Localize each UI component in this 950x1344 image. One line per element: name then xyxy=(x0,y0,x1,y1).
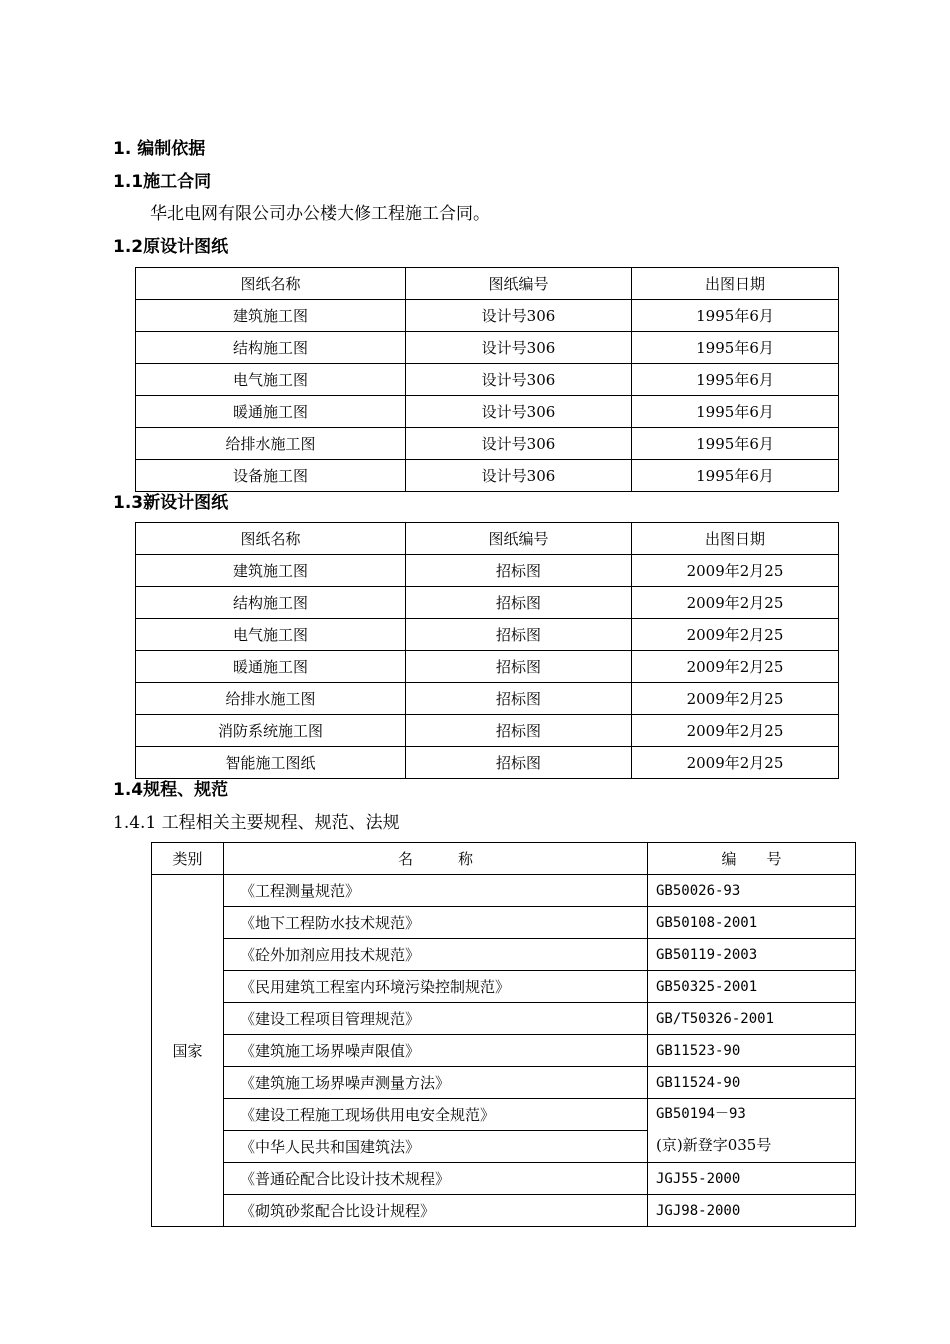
header-cell: 图纸编号 xyxy=(406,523,632,555)
table-cell: 设计号306 xyxy=(406,300,632,332)
new-drawings-table xyxy=(135,522,839,779)
regulation-name: 《工程测量规范》 xyxy=(224,875,648,907)
table-header-row xyxy=(136,523,839,555)
category-cell: 国家 xyxy=(152,875,224,1227)
table-row xyxy=(136,619,839,651)
table-row xyxy=(136,364,839,396)
table-row xyxy=(136,715,839,747)
table-row xyxy=(136,747,839,779)
table-cell: 建筑施工图 xyxy=(136,555,406,587)
table-row xyxy=(152,875,856,907)
table-header-row xyxy=(136,268,839,300)
table-cell: 智能施工图纸 xyxy=(136,747,406,779)
header-cell: 出图日期 xyxy=(632,268,839,300)
table-cell: 招标图 xyxy=(406,587,632,619)
header-cell: 图纸名称 xyxy=(136,268,406,300)
table-cell: 招标图 xyxy=(406,619,632,651)
regulation-code: GB50119-2003 xyxy=(648,939,856,971)
regulation-code: JGJ98-2000 xyxy=(648,1195,856,1227)
table-row xyxy=(152,1003,856,1035)
regulation-code: GB11523-90 xyxy=(648,1035,856,1067)
table-row xyxy=(152,1163,856,1195)
regulation-name: 《建设工程施工现场供用电安全规范》 xyxy=(224,1099,648,1131)
heading-1-3: 1.3新设计图纸 xyxy=(113,493,229,513)
regulation-name: 《建设工程项目管理规范》 xyxy=(224,1003,648,1035)
header-cell: 图纸编号 xyxy=(406,268,632,300)
table-row xyxy=(136,460,839,492)
regulation-code: GB/T50326-2001 xyxy=(648,1003,856,1035)
table-cell: 设备施工图 xyxy=(136,460,406,492)
table-cell: 2009年2月25 xyxy=(632,619,839,651)
table-cell: 1995年6月 xyxy=(632,396,839,428)
regulation-code: GB50108-2001 xyxy=(648,907,856,939)
regulation-name: 《建筑施工场界噪声限值》 xyxy=(224,1035,648,1067)
table-row xyxy=(136,332,839,364)
table-cell: 1995年6月 xyxy=(632,300,839,332)
table-cell: 消防系统施工图 xyxy=(136,715,406,747)
table-cell: 设计号306 xyxy=(406,364,632,396)
regulation-name: 《砌筑砂浆配合比设计规程》 xyxy=(224,1195,648,1227)
table-cell: 电气施工图 xyxy=(136,619,406,651)
table-cell: 招标图 xyxy=(406,651,632,683)
table-cell: 2009年2月25 xyxy=(632,555,839,587)
table-cell: 1995年6月 xyxy=(632,332,839,364)
table-cell: 结构施工图 xyxy=(136,587,406,619)
regulation-code: JGJ55-2000 xyxy=(648,1163,856,1195)
regulation-code: GB50325-2001 xyxy=(648,971,856,1003)
table-row xyxy=(136,651,839,683)
original-drawings-table xyxy=(135,267,839,492)
table-cell: 1995年6月 xyxy=(632,428,839,460)
regulation-code: GB50026-93 xyxy=(648,875,856,907)
table-cell: 2009年2月25 xyxy=(632,747,839,779)
regulation-name: 《中华人民共和国建筑法》 xyxy=(224,1131,648,1163)
header-cell: 名 称 xyxy=(224,843,648,875)
table-row xyxy=(152,971,856,1003)
regulation-name: 《地下工程防水技术规范》 xyxy=(224,907,648,939)
table-cell: 招标图 xyxy=(406,555,632,587)
table-row xyxy=(152,1195,856,1227)
table-cell: 2009年2月25 xyxy=(632,715,839,747)
regulation-code: GB50194－93 xyxy=(656,1106,746,1122)
table-header-row xyxy=(152,843,856,875)
table-cell: 设计号306 xyxy=(406,428,632,460)
table-cell: 暖通施工图 xyxy=(136,651,406,683)
header-cell: 类别 xyxy=(152,843,224,875)
heading-1-1: 1.1施工合同 xyxy=(113,172,212,192)
table-cell: 2009年2月25 xyxy=(632,651,839,683)
header-cell: 出图日期 xyxy=(632,523,839,555)
table-row xyxy=(152,1099,856,1131)
table-cell: 给排水施工图 xyxy=(136,683,406,715)
table-row xyxy=(136,396,839,428)
table-cell: 暖通施工图 xyxy=(136,396,406,428)
regulation-name: 《建筑施工场界噪声测量方法》 xyxy=(224,1067,648,1099)
regulation-code-merged xyxy=(648,1099,856,1163)
table-row xyxy=(136,683,839,715)
table-row xyxy=(136,300,839,332)
table-cell: 招标图 xyxy=(406,747,632,779)
table-row xyxy=(152,907,856,939)
regulation-name: 《砼外加剂应用技术规范》 xyxy=(224,939,648,971)
table-row xyxy=(136,587,839,619)
regulation-code: (京)新登字035号 xyxy=(656,1136,772,1154)
table-row xyxy=(152,939,856,971)
regulation-code: GB11524-90 xyxy=(648,1067,856,1099)
table-cell: 电气施工图 xyxy=(136,364,406,396)
table-row xyxy=(152,1035,856,1067)
regulations-table xyxy=(151,842,856,1227)
regulation-name: 《民用建筑工程室内环境污染控制规范》 xyxy=(224,971,648,1003)
table-cell: 设计号306 xyxy=(406,396,632,428)
heading-1-2: 1.2原设计图纸 xyxy=(113,237,229,257)
table-cell: 设计号306 xyxy=(406,460,632,492)
table-row xyxy=(152,1067,856,1099)
table-cell: 2009年2月25 xyxy=(632,683,839,715)
table-row xyxy=(136,428,839,460)
table-row xyxy=(136,555,839,587)
table-cell: 建筑施工图 xyxy=(136,300,406,332)
table-cell: 给排水施工图 xyxy=(136,428,406,460)
regulation-name: 《普通砼配合比设计技术规程》 xyxy=(224,1163,648,1195)
table-cell: 设计号306 xyxy=(406,332,632,364)
header-cell: 图纸名称 xyxy=(136,523,406,555)
heading-1: 1. 编制依据 xyxy=(113,139,206,159)
subheading-1-4-1: 1.4.1 工程相关主要规程、规范、法规 xyxy=(113,813,400,833)
contract-text: 华北电网有限公司办公楼大修工程施工合同。 xyxy=(150,204,490,224)
heading-1-4: 1.4规程、规范 xyxy=(113,780,229,800)
header-cell: 编 号 xyxy=(648,843,856,875)
table-cell: 2009年2月25 xyxy=(632,587,839,619)
table-cell: 结构施工图 xyxy=(136,332,406,364)
table-cell: 招标图 xyxy=(406,715,632,747)
table-cell: 招标图 xyxy=(406,683,632,715)
table-cell: 1995年6月 xyxy=(632,460,839,492)
table-cell: 1995年6月 xyxy=(632,364,839,396)
